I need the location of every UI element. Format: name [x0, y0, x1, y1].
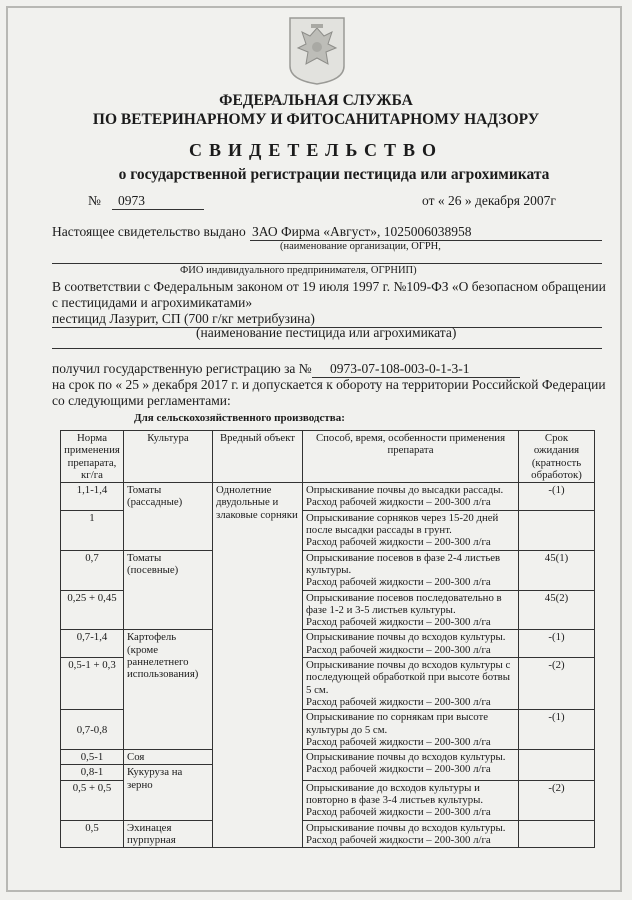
wait-cell: 45(2)	[519, 590, 595, 630]
method-cell	[303, 630, 519, 658]
wait-cell: -(2)	[519, 658, 595, 710]
method-text: Опрыскивание посевов в фазе 2-4 листьев культуры.	[306, 551, 501, 576]
wait-cell: 45(1)	[519, 550, 595, 590]
certificate-date: от « 26 » декабря 2007г	[422, 193, 556, 208]
rate-cell: 0,25 + 0,45	[61, 590, 124, 630]
document-subtitle: о государственной регистрации пестицида или агрохимиката	[118, 166, 550, 183]
rules-line: со следующими регламентами:	[52, 393, 231, 408]
method-text: Опрыскивание почвы до всходов культуры.	[306, 751, 506, 764]
document-title: СВИДЕТЕЛЬСТВО	[188, 140, 444, 160]
table-row	[61, 550, 595, 590]
method-text: Опрыскивание почвы до всходов культуры.	[306, 631, 506, 644]
method-consumption: Расход рабочей жидкости – 200-300 л/га	[306, 806, 491, 819]
regulations-table	[60, 430, 595, 848]
method-cell	[303, 658, 519, 710]
culture-cell: Эхинацея пурпурная	[124, 820, 213, 848]
issued-to-value: ЗАО Фирма «Август», 1025006038958	[252, 224, 472, 239]
rate-cell: 0,5-1	[61, 750, 124, 765]
rate-cell: 1	[61, 510, 124, 550]
table-row	[61, 630, 595, 658]
registration-label: получил государственную регистрацию за №	[52, 361, 312, 376]
rate-cell: 0,8-1	[61, 765, 124, 780]
method-cell	[303, 820, 519, 848]
wait-cell	[519, 510, 595, 550]
method-text: Опрыскивание почвы до всходов культуры.	[306, 821, 506, 834]
culture-cell: Картофель (кроме раннелетнего использования)	[124, 630, 213, 750]
culture-cell: Кукуруза на зерно	[124, 765, 213, 820]
wait-cell: -(1)	[519, 710, 595, 750]
method-cell	[303, 710, 519, 750]
culture-cell: Соя	[124, 750, 213, 765]
header-method: Способ, время, особенности применения препарата	[303, 431, 519, 483]
table-row	[61, 483, 595, 511]
law-line-1: В соответствии с Федеральным законом от 19 июля 1997 г. №109-ФЗ «О безопасном обращении	[52, 279, 606, 294]
method-consumption: Расход рабочей жидкости – 200-300 л/га	[306, 735, 491, 748]
pesticide-caption: (наименование пестицида или агрохимиката)	[196, 325, 457, 340]
header-rate: Норма применения препарата, кг/га	[61, 431, 124, 483]
coat-of-arms-emblem	[286, 14, 348, 86]
number-label: №	[88, 193, 101, 208]
method-cell	[303, 510, 519, 550]
wait-cell	[519, 750, 595, 781]
method-consumption: Расход рабочей жидкости – 200-300 л/га	[306, 616, 491, 629]
wait-cell	[519, 820, 595, 848]
method-consumption: Расход рабочей жидкости – 200-300 л/га	[306, 496, 491, 509]
header-pest: Вредный объект	[213, 431, 303, 483]
table-row	[61, 750, 595, 765]
header-culture: Культура	[124, 431, 213, 483]
method-consumption: Расход рабочей жидкости – 200-300 л/га	[306, 833, 491, 846]
section-title: Для сельскохозяйственного производства:	[134, 412, 345, 424]
rate-cell: 0,7-1,4	[61, 630, 124, 658]
header-wait: Срок ожидания (кратность обработок)	[519, 431, 595, 483]
method-text: Опрыскивание до всходов культуры и повторно в фазе 3-4 листьев культуры.	[306, 781, 484, 807]
method-text: Опрыскивание по сорнякам при высоте культуры до 5 см.	[306, 711, 489, 736]
culture-cell: Томаты (рассадные)	[124, 483, 213, 550]
method-cell	[303, 550, 519, 590]
pest-cell: Однолетние двудольные и злаковые сорняки	[213, 483, 303, 848]
rate-cell: 0,5 + 0,5	[61, 780, 124, 820]
method-consumption: Расход рабочей жидкости – 200-300 л/га	[306, 643, 491, 656]
method-text: Опрыскивание почвы до всходов культуры с последующей обработкой при высоте ботвы 5 см.	[306, 659, 511, 696]
method-consumption: Расход рабочей жидкости – 200-300 л/га	[306, 576, 491, 589]
wait-cell: -(1)	[519, 630, 595, 658]
issued-to-caption: (наименование организации, ОГРН,	[280, 241, 441, 252]
issued-to-label: Настоящее свидетельство выдано	[52, 224, 246, 239]
method-text: Опрыскивание почвы до высадки рассады.	[306, 484, 504, 497]
method-cell	[303, 590, 519, 630]
method-consumption: Расход рабочей жидкости – 200-300 л/га	[306, 536, 491, 549]
table-header-row	[61, 431, 595, 483]
method-cell	[303, 483, 519, 511]
rate-cell: 0,7	[61, 550, 124, 590]
certificate-number: 0973	[118, 193, 145, 208]
rate-cell: 1,1-1,4	[61, 483, 124, 511]
method-text: Опрыскивание посевов последовательно в фазе 1-2 и 3-5 листьев культуры.	[306, 591, 502, 616]
agency-line-2: ПО ВЕТЕРИНАРНОМУ И ФИТОСАНИТАРНОМУ НАДЗОРУ	[92, 111, 540, 128]
wait-cell: -(1)	[519, 483, 595, 511]
term-line: на срок по « 25 » декабря 2017 г. и допускается к обороту на территории Российской Федерации	[52, 377, 606, 392]
registration-number: 0973-07-108-003-0-1-3-1	[330, 361, 470, 376]
culture-cell: Томаты (посевные)	[124, 550, 213, 630]
ip-caption: ФИО индивидуального предпринимателя, ОГРНИП)	[180, 265, 417, 276]
method-cell	[303, 780, 519, 820]
rate-cell: 0,5-1 + 0,3	[61, 658, 124, 710]
method-cell	[303, 750, 519, 781]
wait-cell: -(2)	[519, 780, 595, 820]
rate-cell: 0,7-0,8	[61, 710, 124, 750]
method-consumption: Расход рабочей жидкости – 200-300 л/га	[306, 763, 491, 776]
method-consumption: Расход рабочей жидкости – 200-300 л/га	[306, 695, 491, 708]
agency-line-1: ФЕДЕРАЛЬНАЯ СЛУЖБА	[219, 92, 413, 109]
method-text: Опрыскивание сорняков через 15-20 дней после высадки рассады в грунт.	[306, 511, 499, 537]
table-row	[61, 820, 595, 848]
law-line-2: с пестицидами и агрохимикатами»	[52, 295, 253, 310]
rate-cell: 0,5	[61, 820, 124, 848]
pesticide-name: пестицид Лазурит, СП (700 г/кг метрибузина)	[52, 311, 315, 326]
